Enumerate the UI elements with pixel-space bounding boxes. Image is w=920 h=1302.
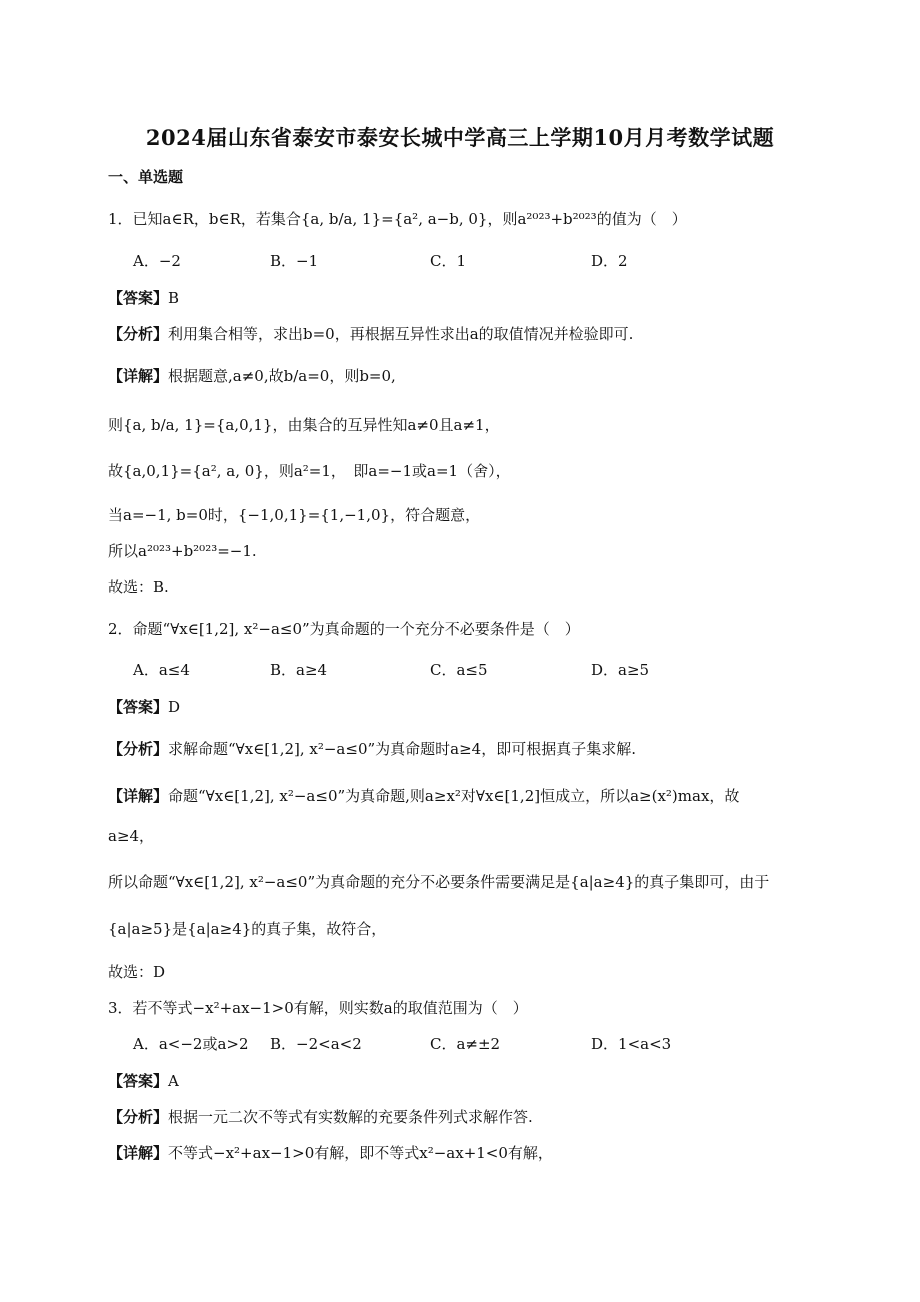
q1-detail-line-4: 当a=−1, b=0时，{−1,0,1}={1,−1,0}，符合题意，: [108, 506, 481, 524]
question-1-stem: 1．已知a∈R，b∈R，若集合{a, b/a, 1}={a², a−b, 0}，则a²⁰²³+b²⁰²³的值为（ ）: [108, 210, 687, 228]
answer-value: D: [168, 698, 181, 716]
q3-detail-line-1: [108, 1142, 820, 1164]
q3-option-a: A．a<−2或a>2: [133, 1035, 249, 1053]
q1-detail-line-2: 则{a, b/a, 1}={a,0,1}，由集合的互异性知a≠0且a≠1，: [108, 416, 500, 434]
question-3-stem: 3．若不等式−x²+ax−1>0有解，则实数a的取值范围为（ ）: [108, 999, 528, 1017]
q1-option-c: C．1: [430, 252, 467, 270]
q3-option-c: C．a≠±2: [430, 1035, 501, 1053]
section-heading: 一、单选题: [108, 168, 184, 186]
q1-option-d: D．2: [591, 252, 628, 270]
q2-detail-line-4: {a|a≥5}是{a|a≥4}的真子集，故符合，: [108, 920, 387, 938]
page-title: 2024届山东省泰安市泰安长城中学高三上学期10月月考数学试题: [145, 125, 775, 150]
q2-detail-line-5: 故选：D: [108, 963, 166, 981]
answer-label: 【答案】: [108, 698, 169, 716]
q1-detail-line-3: 故{a,0,1}={a², a, 0}，则a²=1， 即a=−1或a=1（舍），: [108, 462, 511, 480]
answer-value: B: [168, 289, 180, 307]
analysis-label: 【分析】: [108, 325, 169, 343]
detail-label: 【详解】: [108, 787, 169, 805]
q1-detail-line-1: [108, 365, 820, 387]
q1-answer: [108, 287, 820, 309]
answer-label: 【答案】: [108, 289, 169, 307]
answer-label: 【答案】: [108, 1072, 169, 1090]
detail-text: 根据题意,a≠0,故b/a=0，则b=0,: [168, 367, 396, 385]
answer-value: A: [168, 1072, 179, 1090]
q3-option-d: D．1<a<3: [591, 1035, 672, 1053]
q3-option-b: B．−2<a<2: [270, 1035, 362, 1053]
analysis-label: 【分析】: [108, 1108, 169, 1126]
q1-detail-line-5: 所以a²⁰²³+b²⁰²³=−1.: [108, 542, 257, 560]
q2-option-b: B．a≥4: [270, 661, 328, 679]
question-2-stem: 2．命题“∀x∈[1,2], x²−a≤0”为真命题的一个充分不必要条件是（ ）: [108, 620, 580, 638]
q2-option-a: A．a≤4: [133, 661, 190, 679]
q1-analysis: [108, 323, 820, 345]
analysis-text: 求解命题“∀x∈[1,2], x²−a≤0”为真命题时a≥4，即可根据真子集求解.: [168, 740, 636, 758]
analysis-label: 【分析】: [108, 740, 169, 758]
detail-text: 不等式−x²+ax−1>0有解，即不等式x²−ax+1<0有解，: [168, 1144, 553, 1162]
q3-analysis: [108, 1106, 820, 1128]
q1-option-a: A．−2: [133, 252, 181, 270]
q2-option-c: C．a≤5: [430, 661, 488, 679]
analysis-text: 根据一元二次不等式有实数解的充要条件列式求解作答.: [168, 1108, 533, 1126]
q3-answer: [108, 1070, 820, 1092]
detail-label: 【详解】: [108, 367, 169, 385]
q2-analysis: [108, 738, 820, 760]
analysis-text: 利用集合相等，求出b=0，再根据互异性求出a的取值情况并检验即可.: [168, 325, 634, 343]
q1-option-b: B．−1: [270, 252, 319, 270]
q2-detail-line-3: 所以命题“∀x∈[1,2], x²−a≤0”为真命题的充分不必要条件需要满足是{a|a≥4}的真子集即可，由于: [108, 873, 770, 891]
q1-detail-line-6: 故选：B.: [108, 578, 169, 596]
q2-option-d: D．a≥5: [591, 661, 650, 679]
detail-label: 【详解】: [108, 1144, 169, 1162]
q2-detail-line-2: a≥4，: [108, 827, 155, 845]
detail-text: 命题“∀x∈[1,2], x²−a≤0”为真命题,则a≥x²对∀x∈[1,2]恒成立，所以a≥(x²)max，故: [168, 787, 740, 805]
q2-answer: [108, 696, 820, 718]
q2-detail-line-1: [108, 785, 820, 807]
